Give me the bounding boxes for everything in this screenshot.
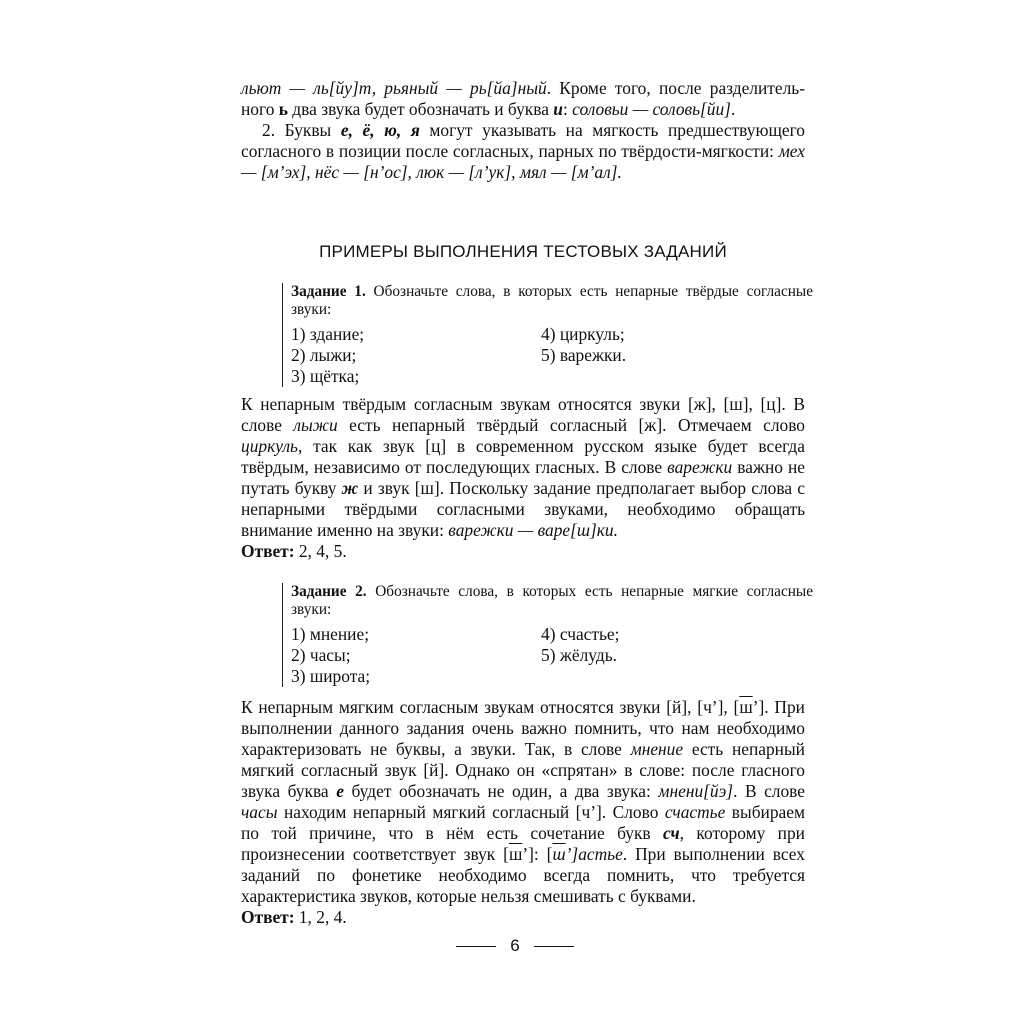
text: . Кроме того, после разделитель- ного [241,78,805,119]
example-text: мех — [м’эх], нёс — [н’ос], люк — [л’ук], мял — [м’ал]. [241,141,805,182]
text: ’]: [ [522,844,553,864]
answer-label: Ответ: [241,907,295,927]
option: 1) мнение; [291,624,370,644]
option: 2) лыжи; [291,345,357,365]
intro-continuation [241,78,805,183]
letter: е [336,781,344,801]
example-word: счастье [664,802,726,822]
explanation [241,394,805,541]
task-1-explanation [241,394,805,562]
letter: ь [278,99,288,119]
answer-label: Ответ: [241,541,295,561]
letter: сч [663,823,680,843]
letter: ж [341,478,359,498]
sound-symbol: ш [739,697,753,717]
text: есть непарный мягкий согласный звук [й]. Однако он «спрятан» в слове: после гласного звука буква [241,739,805,801]
option: 3) широта; [291,666,371,686]
option: 2) часы; [291,645,351,665]
text: будет обозначать не один, а два звука: [343,781,659,801]
text: К непарным твёрдым согласным звукам относятся звуки [ж], [ш], [ц]. В слове [241,394,805,435]
text: : [562,99,573,119]
example-word: часы [241,802,278,822]
text: есть непарный твёрдый согласный [ж]. Отмечаем слово [337,415,805,435]
option: 5) жёлудь. [541,645,617,665]
example-word: лыжи [293,415,338,435]
question-text: Обозначьте слова, в которых есть непарные мягкие согласные звуки: [291,583,813,618]
text: выбираем по той причине, что в нём есть сочетание букв [241,802,805,843]
text: , так как звук [ц] в современном русском языке будет всегда твёрдым, независимо от последующих гласных. В слове [241,436,805,477]
example-text: соловьи — соловь[йи] [572,99,731,119]
paragraph-1 [241,78,805,120]
answer [241,541,805,562]
task-2 [282,583,813,687]
text: два звука будет обозначать и буква [287,99,554,119]
option: 3) щётка; [291,366,360,386]
task-1 [282,283,813,387]
text: важно не путать букву [241,457,805,498]
explanation [241,697,805,907]
option: 4) циркуль; [541,324,625,344]
question-text: Обозначьте слова, в которых есть непарные твёрдые согласные звуки: [291,283,813,318]
answer-value: 2, 4, 5. [294,541,347,561]
example-word: астье [578,844,623,864]
task-2-explanation [241,697,805,928]
text: ’] [565,844,579,864]
text: ’]. При выполнении данного задания очень важно помнить, что нам необходимо характеризовать не буквы, а звуки. Так, в слове [241,697,805,759]
task-question [291,583,813,619]
text: 2. Буквы [262,120,341,140]
letters: е, ё, ю, я [340,120,420,140]
option: 5) варежки. [541,345,627,365]
options-list [291,324,813,387]
text: могут указывать на мягкость предшествующего согласного в позиции после согласных, парных по твёрдости-мягкости: [241,120,805,161]
sound-symbol: ш [552,844,566,864]
page-number-value: 6 [510,936,520,955]
option: 4) счастье; [541,624,620,644]
example-word: варежки — варе[ш]ки. [448,520,618,540]
task-label: Задание 1. [291,283,366,300]
sound-symbol: ш [508,844,523,864]
text: , которому при произнесении соответствует звук [ [241,823,805,864]
text: находим непарный мягкий согласный [ч’]. Слово [277,802,665,822]
paragraph-2 [241,120,805,183]
text: и звук [ш]. Поскольку задание предполагает выбор слова с непарными твёрдыми согласными звуками, необходимо обращать внимание именно на звуки: [241,478,805,540]
text: . В слове [733,781,806,801]
option: 1) здание; [291,324,365,344]
task-label: Задание 2. [291,583,367,600]
answer [241,907,805,928]
answer-value: 1, 2, 4. [294,907,347,927]
section-heading: ПРИМЕРЫ ВЫПОЛНЕНИЯ ТЕСТОВЫХ ЗАДАНИЙ [319,242,727,261]
example-word: мнени[йэ] [658,781,734,801]
page-number [0,936,1030,956]
options-list [291,624,813,687]
divider [456,946,496,947]
option [541,666,791,687]
text: . При выполнении всех заданий по фонетике необходимо всегда помнить, что требуется характеристика звуков, которые нельзя смешивать с буквами. [241,844,805,906]
text: К непарным мягким согласным звукам относятся звуки [й], [ч’], [ [241,697,740,717]
text: . [730,99,736,119]
option [541,366,791,387]
example-word: мнение [630,739,684,759]
example-word: варежки [667,457,733,477]
task-question [291,283,813,319]
letter: и [553,99,563,119]
divider [534,946,574,947]
example-text: льют — ль[йу]т, рьяный — рь[йа]ный [241,78,547,98]
example-word: циркуль [241,436,298,456]
